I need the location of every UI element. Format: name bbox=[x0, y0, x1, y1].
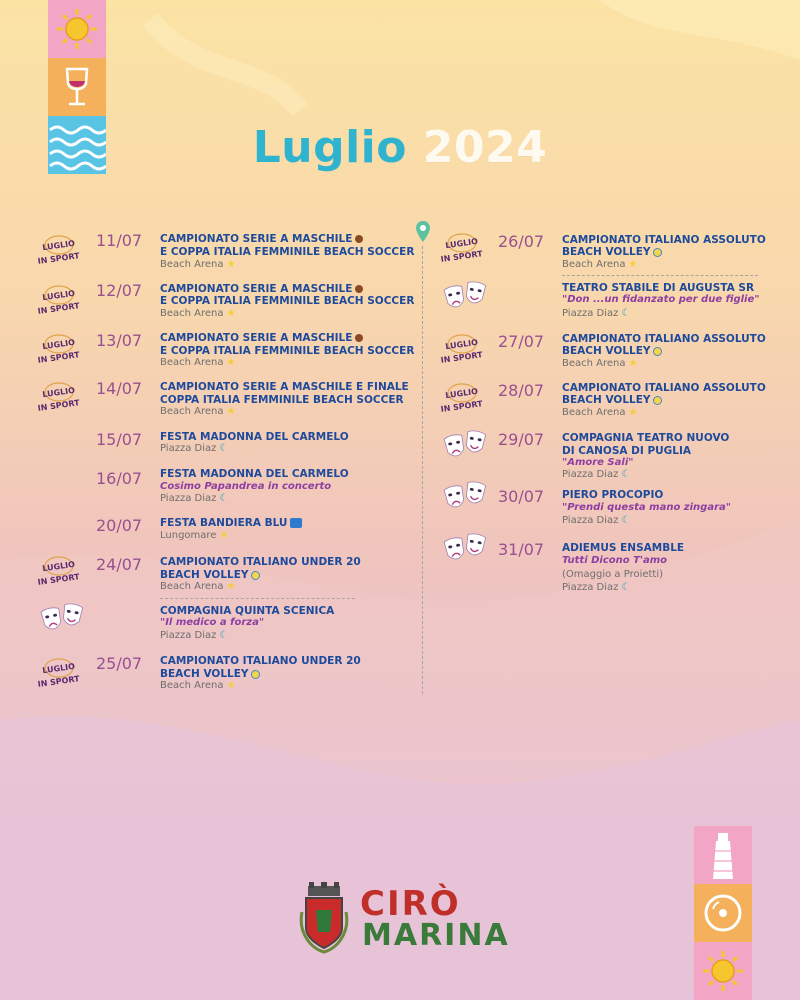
event-title: CAMPIONATO ITALIANO ASSOLUTO bbox=[562, 382, 766, 394]
star-icon: ★ bbox=[628, 259, 638, 270]
star-icon: ★ bbox=[226, 259, 236, 270]
event-place: Beach Arena ★ bbox=[160, 259, 236, 270]
event-title: TEATRO STABILE DI AUGUSTA SR bbox=[562, 282, 755, 294]
wine-glass-icon bbox=[60, 65, 94, 109]
event-title-line2: DI CANOSA DI PUGLIA bbox=[562, 445, 692, 457]
luglio-in-sport-badge bbox=[34, 379, 84, 415]
luglio-in-sport-badge bbox=[34, 282, 84, 318]
event-note: (Omaggio a Proietti) bbox=[562, 569, 664, 580]
event-title-line2: BEACH VOLLEY bbox=[562, 394, 662, 407]
event-date: 26/07 bbox=[498, 232, 545, 251]
svg-text:IN SPORT: IN SPORT bbox=[37, 251, 81, 266]
event-date: 30/07 bbox=[498, 487, 545, 506]
soccer-ball-icon bbox=[355, 334, 363, 342]
svg-text:LUGLIO: LUGLIO bbox=[41, 559, 76, 574]
svg-text:IN SPORT: IN SPORT bbox=[440, 350, 484, 365]
brand-line2: MARINA bbox=[362, 918, 510, 953]
event-date: 29/07 bbox=[498, 430, 545, 449]
star-icon: ★ bbox=[628, 358, 638, 369]
theatre-masks-icon bbox=[441, 478, 491, 514]
event-title-line2: E COPPA ITALIA FEMMINILE BEACH SOCCER bbox=[160, 246, 415, 258]
column-divider bbox=[422, 246, 423, 694]
star-icon: ★ bbox=[226, 406, 236, 417]
event-place: Beach Arena ★ bbox=[160, 308, 236, 319]
event-title: CAMPIONATO ITALIANO UNDER 20 bbox=[160, 655, 361, 667]
svg-text:LUGLIO: LUGLIO bbox=[444, 236, 479, 251]
star-icon: ★ bbox=[226, 680, 236, 691]
event-subtitle: "Prendi questa mano zingara" bbox=[562, 502, 731, 513]
volleyball-icon bbox=[251, 571, 260, 580]
star-icon: ★ bbox=[226, 308, 236, 319]
svg-text:LUGLIO: LUGLIO bbox=[444, 386, 479, 401]
music-tile bbox=[694, 884, 752, 942]
moon-icon: ☾ bbox=[219, 630, 229, 641]
event-title: COMPAGNIA TEATRO NUOVO bbox=[562, 432, 730, 444]
title-month: Luglio bbox=[252, 122, 407, 173]
event-place: Piazza Diaz ☾ bbox=[562, 582, 631, 593]
event-subtitle: Cosimo Papandrea in concerto bbox=[160, 481, 332, 492]
svg-text:IN SPORT: IN SPORT bbox=[37, 350, 81, 365]
luglio-in-sport-badge bbox=[34, 655, 84, 691]
event-place: Beach Arena ★ bbox=[160, 581, 236, 592]
lighthouse-icon bbox=[703, 829, 743, 881]
soccer-ball-icon bbox=[355, 235, 363, 243]
event-title-line2: COPPA ITALIA FEMMINILE BEACH SOCCER bbox=[160, 394, 404, 406]
event-place: Piazza Diaz ☾ bbox=[562, 469, 631, 480]
event-date: 12/07 bbox=[96, 281, 143, 300]
luglio-in-sport-badge bbox=[34, 232, 84, 268]
event-title: CAMPIONATO SERIE A MASCHILE bbox=[160, 233, 363, 246]
event-title-line2: E COPPA ITALIA FEMMINILE BEACH SOCCER bbox=[160, 295, 415, 307]
event-title: FESTA BANDIERA BLU bbox=[160, 517, 302, 530]
page-title bbox=[0, 122, 800, 173]
event-place: Piazza Diaz ☾ bbox=[562, 515, 631, 526]
event-title-line2: BEACH VOLLEY bbox=[160, 668, 260, 681]
svg-text:LUGLIO: LUGLIO bbox=[41, 661, 76, 676]
event-date: 11/07 bbox=[96, 231, 143, 250]
event-title-line2: BEACH VOLLEY bbox=[562, 345, 662, 358]
moon-icon: ☾ bbox=[219, 493, 229, 504]
volleyball-icon bbox=[653, 396, 662, 405]
event-subtitle: "Il medico a forza" bbox=[160, 617, 265, 628]
event-date: 24/07 bbox=[96, 555, 143, 574]
svg-text:LUGLIO: LUGLIO bbox=[41, 385, 76, 400]
luglio-in-sport-badge bbox=[437, 331, 487, 367]
luglio-in-sport-badge bbox=[34, 553, 84, 589]
event-date: 14/07 bbox=[96, 379, 143, 398]
theatre-masks-icon bbox=[441, 278, 491, 314]
event-date: 31/07 bbox=[498, 540, 545, 559]
event-date: 20/07 bbox=[96, 516, 143, 535]
event-title: CAMPIONATO SERIE A MASCHILE E FINALE bbox=[160, 381, 409, 393]
svg-text:IN SPORT: IN SPORT bbox=[440, 249, 484, 264]
star-icon: ★ bbox=[219, 530, 229, 541]
svg-text:LUGLIO: LUGLIO bbox=[41, 238, 76, 253]
star-icon: ★ bbox=[226, 581, 236, 592]
svg-text:LUGLIO: LUGLIO bbox=[41, 337, 76, 352]
event-title: COMPAGNIA QUINTA SCENICA bbox=[160, 605, 335, 617]
event-subtitle: "Amore Sali" bbox=[562, 457, 634, 468]
disc-icon bbox=[701, 891, 745, 935]
event-place: Beach Arena ★ bbox=[160, 357, 236, 368]
svg-text:IN SPORT: IN SPORT bbox=[37, 572, 81, 587]
event-place: Piazza Diaz ☾ bbox=[160, 630, 229, 641]
event-place: Beach Arena ★ bbox=[562, 259, 638, 270]
event-subtitle: Tutti Dicono T'amo bbox=[562, 555, 668, 566]
event-date: 27/07 bbox=[498, 332, 545, 351]
soccer-ball-icon bbox=[355, 285, 363, 293]
event-date: 15/07 bbox=[96, 430, 143, 449]
sun-icon bbox=[701, 949, 745, 993]
lighthouse-tile bbox=[694, 826, 752, 884]
event-place: Beach Arena ★ bbox=[562, 407, 638, 418]
event-date: 16/07 bbox=[96, 469, 143, 488]
volleyball-icon bbox=[653, 347, 662, 356]
event-date: 25/07 bbox=[96, 654, 143, 673]
svg-text:IN SPORT: IN SPORT bbox=[37, 301, 81, 316]
wine-tile bbox=[48, 58, 106, 116]
sun-tile bbox=[48, 0, 106, 58]
blue-flag-icon bbox=[290, 518, 302, 528]
svg-text:IN SPORT: IN SPORT bbox=[440, 399, 484, 414]
event-subtitle: "Don ...un fidanzato per due figlie" bbox=[562, 294, 760, 305]
event-place: Beach Arena ★ bbox=[562, 358, 638, 369]
event-title: ADIEMUS ENSAMBLE bbox=[562, 542, 685, 554]
event-title: FESTA MADONNA DEL CARMELO bbox=[160, 431, 349, 443]
event-date: 28/07 bbox=[498, 381, 545, 400]
moon-icon: ☾ bbox=[621, 469, 631, 480]
theatre-masks-icon bbox=[441, 530, 491, 566]
event-place: Lungomare ★ bbox=[160, 530, 229, 541]
event-title: FESTA MADONNA DEL CARMELO bbox=[160, 468, 349, 480]
moon-icon: ☾ bbox=[621, 582, 631, 593]
event-title: PIERO PROCOPIO bbox=[562, 489, 664, 501]
event-title-line2: BEACH VOLLEY bbox=[160, 569, 260, 582]
coat-of-arms-icon bbox=[296, 882, 352, 960]
svg-text:IN SPORT: IN SPORT bbox=[37, 398, 81, 413]
event-place: Beach Arena ★ bbox=[160, 406, 236, 417]
theatre-masks-icon bbox=[441, 427, 491, 463]
event-divider bbox=[160, 598, 355, 599]
volleyball-icon bbox=[653, 248, 662, 257]
location-pin-icon bbox=[415, 220, 431, 244]
event-place: Piazza Diaz ☾ bbox=[562, 308, 631, 319]
svg-text:LUGLIO: LUGLIO bbox=[444, 337, 479, 352]
brand-line1: CIRÒ bbox=[360, 884, 461, 924]
star-icon: ★ bbox=[226, 357, 236, 368]
event-title: CAMPIONATO SERIE A MASCHILE bbox=[160, 332, 363, 345]
event-title: CAMPIONATO SERIE A MASCHILE bbox=[160, 283, 363, 296]
event-date: 13/07 bbox=[96, 331, 143, 350]
moon-icon: ☾ bbox=[219, 443, 229, 454]
event-place: Piazza Diaz ☾ bbox=[160, 493, 229, 504]
event-title-line2: E COPPA ITALIA FEMMINILE BEACH SOCCER bbox=[160, 345, 415, 357]
event-title: CAMPIONATO ITALIANO ASSOLUTO bbox=[562, 234, 766, 246]
sun-tile-bottom bbox=[694, 942, 752, 1000]
event-divider bbox=[562, 275, 758, 276]
moon-icon: ☾ bbox=[621, 515, 631, 526]
event-title-line2: BEACH VOLLEY bbox=[562, 246, 662, 259]
luglio-in-sport-badge bbox=[437, 380, 487, 416]
event-title: CAMPIONATO ITALIANO ASSOLUTO bbox=[562, 333, 766, 345]
sun-icon bbox=[55, 7, 99, 51]
star-icon: ★ bbox=[628, 407, 638, 418]
moon-icon: ☾ bbox=[621, 308, 631, 319]
svg-text:LUGLIO: LUGLIO bbox=[41, 288, 76, 303]
volleyball-icon bbox=[251, 670, 260, 679]
event-place: Piazza Diaz ☾ bbox=[160, 443, 229, 454]
title-year: 2024 bbox=[422, 122, 548, 173]
svg-text:IN SPORT: IN SPORT bbox=[37, 674, 81, 689]
theatre-masks-icon bbox=[38, 600, 88, 636]
event-title: CAMPIONATO ITALIANO UNDER 20 bbox=[160, 556, 361, 568]
luglio-in-sport-badge bbox=[437, 230, 487, 266]
luglio-in-sport-badge bbox=[34, 331, 84, 367]
event-place: Beach Arena ★ bbox=[160, 680, 236, 691]
